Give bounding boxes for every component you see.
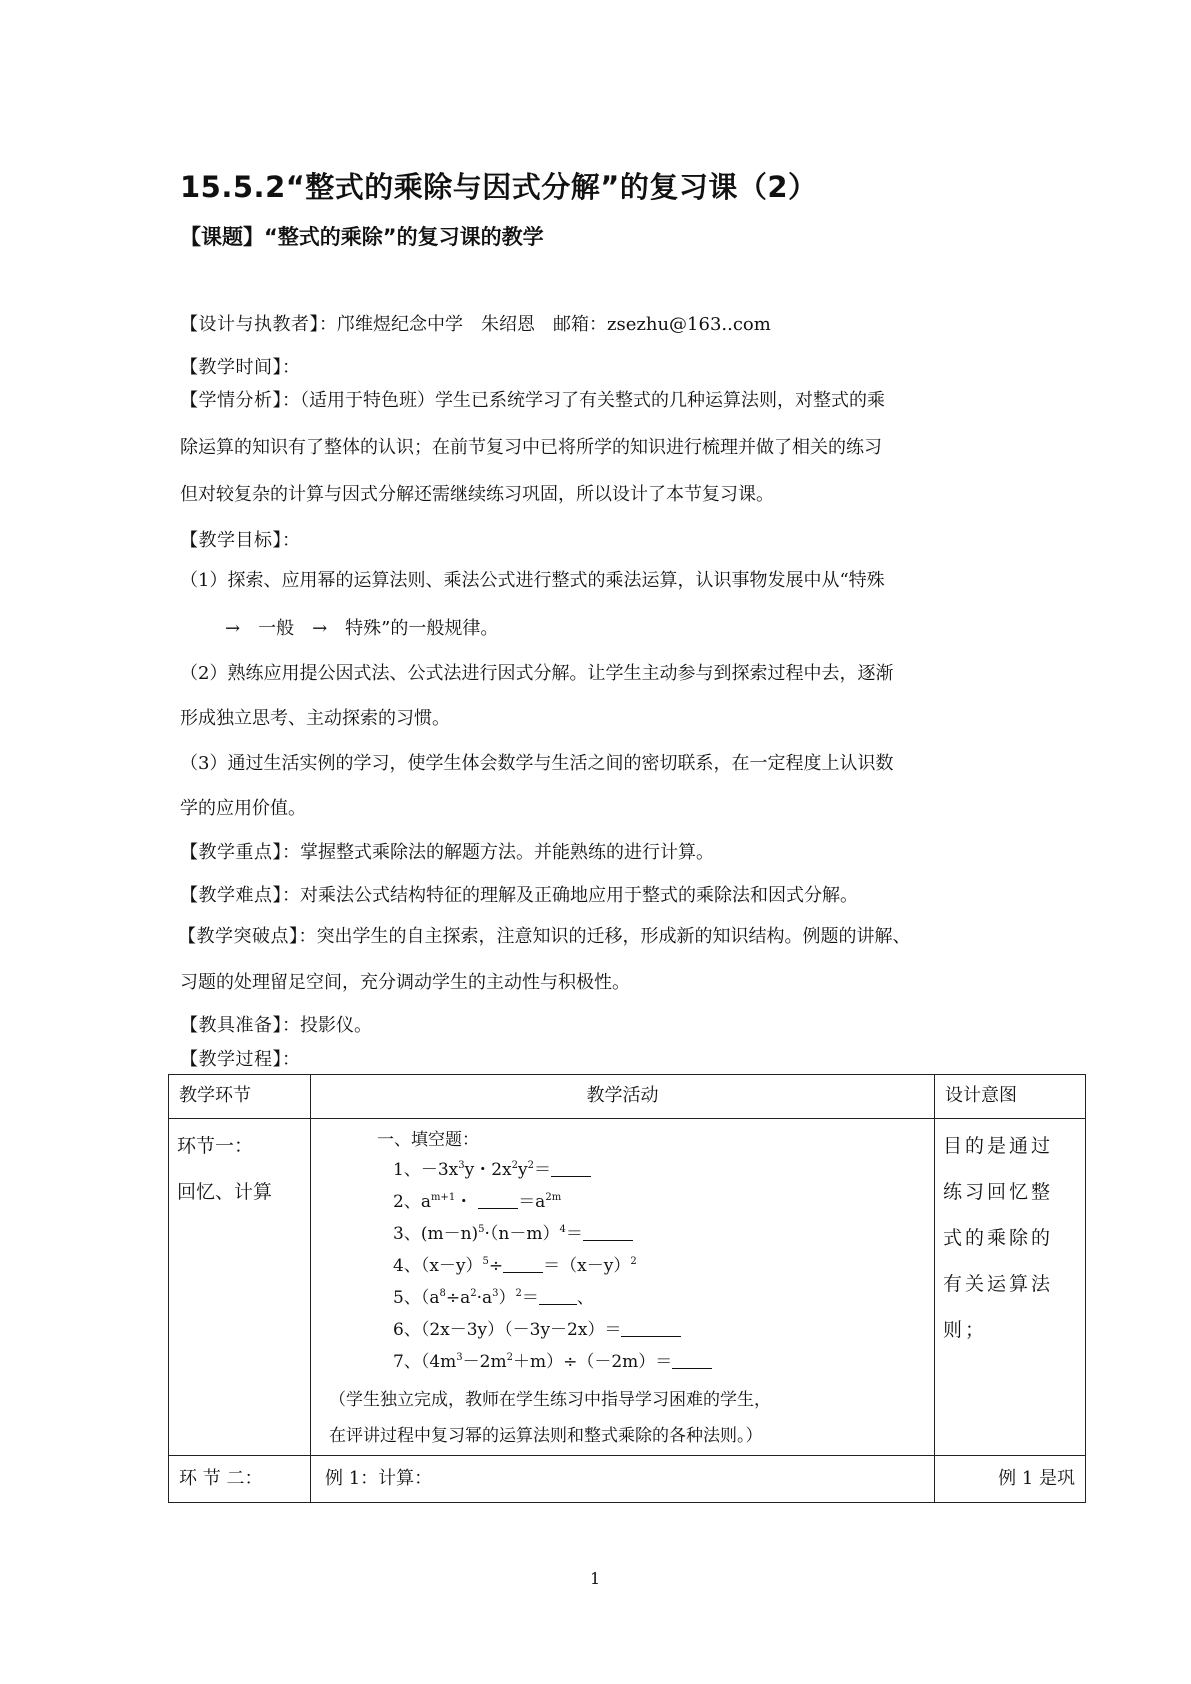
stage-line-1: 环节一： [177,1135,254,1157]
intent-cell: 例 1 是巩 [935,1456,1086,1503]
activity-title: 一、填空题： [377,1130,479,1150]
key-point-value: ：掌握整式乘除法的解题方法。并能熟练的进行计算。 [282,842,714,863]
process-label: 【教学过程】 [180,1049,282,1070]
breakthrough-line-2: 习题的处理留足空间，充分调动学生的主动性与积极性。 [180,972,630,993]
analysis-line-1 [180,386,885,412]
intent-line: 目的是通过 [943,1135,1054,1157]
intent-cell [935,1119,1086,1456]
goals-label: 【教学目标】 [180,530,282,551]
breakthrough-line-1 [178,922,911,948]
key-point-label: 【教学重点】 [180,842,282,863]
answer-blank [621,1322,681,1337]
intent-line: 练习回忆整 [943,1181,1054,1203]
goal-2-line-1: （2）熟练应用提公因式法、公式法进行因式分解。让学生主动参与到探索过程中去，逐渐 [180,663,894,684]
time-line [180,353,300,379]
difficulty-label: 【教学难点】 [180,885,282,906]
question-2: 2、$a^{m+1}$・ $=a^{2m}$ [393,1192,562,1212]
answer-blank [583,1226,633,1241]
stage-cell [169,1119,311,1456]
goal-2-line-2: 形成独立思考、主动探索的习惯。 [180,708,450,729]
stage-cell: 环 节 二： [169,1456,311,1503]
tools-label: 【教具准备】 [180,1015,282,1036]
lesson-topic: 【课题】“整式的乘除”的复习课的教学 [180,225,544,249]
teaching-process-table [168,1074,1086,1503]
time-value: ： [282,357,300,378]
question-1: 1、$-3x^3y$・$2x^2y^2=$ [393,1155,591,1180]
page-number: 1 [590,1569,601,1588]
tools-line [180,1011,372,1037]
table-row [169,1119,1086,1456]
intent-line: 则； [943,1319,988,1341]
answer-blank [503,1258,543,1273]
goal-1-line-2: → 一般 → 特殊”的一般规律。 [225,618,499,639]
analysis-text-1: ：（适用于特色班）学生已系统学习了有关整式的几种运算法则，对整式的乘 [282,390,885,411]
intent-line: 式的乘除的 [943,1227,1054,1249]
process-value: ： [282,1049,300,1070]
header-intent: 设计意图 [935,1075,1086,1119]
stage-line-2: 回忆、计算 [177,1181,273,1203]
question-3: 3、$(m-n)^5\cdot(n-m)^4=$ [393,1219,633,1244]
designer-value: ：邝维煜纪念中学 朱绍恩 邮箱：zsezhu@163..com [319,314,771,335]
designer-line [180,310,771,336]
activity-cell: 例 1：计算： [311,1456,935,1503]
difficulty-line [180,881,858,907]
goal-3-line-1: （3）通过生活实例的学习，使学生体会数学与生活之间的密切联系，在一定程度上认识数 [180,753,894,774]
breakthrough-text-1: ：突出学生的自主探索，注意知识的迁移，形成新的知识结构。例题的讲解、 [298,926,911,947]
question-5: 5、$(a^8\div a^2\cdot a^3)^2=$ 、 [393,1288,594,1308]
activity-note-2: 在评讲过程中复习幂的运算法则和整式乘除的各种法则。） [329,1426,763,1446]
time-label: 【教学时间】 [180,357,282,378]
answer-blank [551,1162,591,1177]
question-4: 4、$(x-y)^5\div =(x-y)^2$ [393,1256,637,1276]
difficulty-value: ：对乘法公式结构特征的理解及正确地应用于整式的乘除法和因式分解。 [282,885,858,906]
table-row [169,1456,1086,1503]
goal-1-line-1: （1）探索、应用幂的运算法则、乘法公式进行整式的乘法运算，认识事物发展中从“特殊 [180,570,885,591]
answer-blank [539,1290,577,1305]
activity-note-1: （学生独立完成，教师在学生练习中指导学习困难的学生， [329,1390,771,1410]
question-6: 6、（2x－3y）（－3y－2x）＝ [393,1315,681,1340]
analysis-label: 【学情分析】 [180,390,282,411]
tools-value: ：投影仪。 [282,1015,372,1036]
process-line [180,1045,300,1071]
activity-cell [311,1119,935,1456]
header-activity: 教学活动 [311,1075,935,1119]
answer-blank [478,1194,518,1209]
goals-line [180,526,300,552]
goals-value: ： [282,530,300,551]
designer-label: 【设计与执教者】 [180,314,319,335]
key-point-line [180,838,714,864]
goal-3-line-2: 学的应用价值。 [180,798,306,819]
page-title: 15.5.2“整式的乘除与因式分解”的复习课（2） [180,170,818,204]
question-7: 7、$(4m^3-2m^2+m)\div(-2m)=$ [393,1347,712,1372]
table-header-row [169,1075,1086,1119]
intent-line: 有关运算法 [943,1273,1054,1295]
answer-blank [672,1354,712,1369]
breakthrough-label: 【教学突破点】 [178,926,299,947]
analysis-line-3: 但对较复杂的计算与因式分解还需继续练习巩固，所以设计了本节复习课。 [180,484,774,505]
analysis-line-2: 除运算的知识有了整体的认识；在前节复习中已将所学的知识进行梳理并做了相关的练习 [180,437,882,458]
header-stage: 教学环节 [169,1075,311,1119]
